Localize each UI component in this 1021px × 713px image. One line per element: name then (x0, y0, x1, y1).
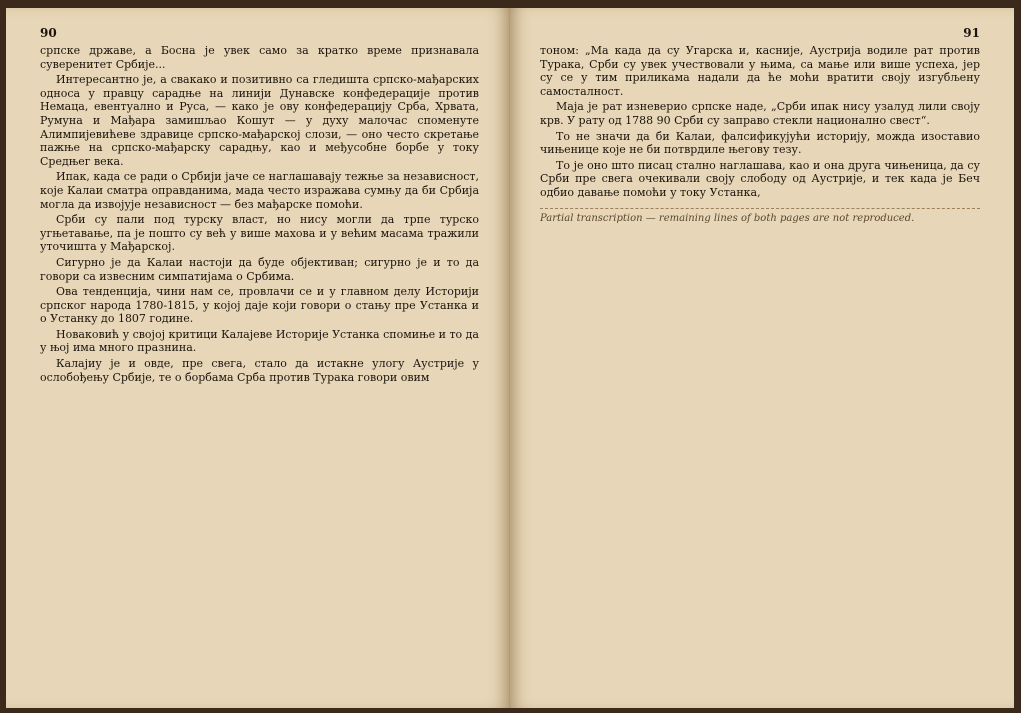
page-number-right: 91 (963, 26, 980, 40)
paragraph: Сигурно је да Калаи настоји да буде објективан; сигурно је и то да говори са извесним симпатијама о Србима. (40, 255, 479, 283)
right-page (510, 8, 1014, 708)
left-page (6, 8, 510, 708)
transcription-note: Partial transcription — remaining lines of both pages are not reproduced. (540, 208, 980, 224)
paragraph: Интересантно је, а свакако и позитивно са гледишта српско-мађарских односа у правцу сарадње на линији Дунавске конфедерације против Немаца, евентуално и Руса, — како је ову конфедерацију Срба, Хрвата, Румуна и Мађара замишљао Кошут — у духу малочас споменуте Алимпијевићеве здравице српско-мађарској слози, — оно често скретање пажње на српско-мађарску сарадњу, као и међусобне борбе у току Средњег века. (40, 73, 479, 168)
paragraph: Ипак, када се ради о Србији јаче се наглашавају тежње за независност, које Калаи сматра оправданима, мада често изражава сумњу да би Србија могла да извојује независност — без мађарске помоћи. (40, 170, 479, 211)
paragraph: тоном: „Ма када да су Угарска и, касније, Аустрија водиле рат против Турака, Срби су увек учествовали у њима, са мање или више успеха, јер су се у тим приликама надали да ће моћи вратити своју изгубљену самосталност. (540, 44, 980, 98)
paragraph: српске државе, а Босна је увек само за кратко време признавала суверенитет Србије... (40, 44, 479, 71)
paragraph: Срби су пали под турску власт, но нису могли да трпе турско угњетавање, па је пошто су већ у више махова и у већим масама тражили уточишта у Мађарској. (40, 213, 479, 254)
paragraph: То не значи да би Калаи, фалсификујући историју, можда изоставио чињенице које не би потврдиле његову тезу. (540, 129, 980, 157)
paragraph: Калајиу је и овде, пре свега, стало да истакне улогу Аустрије у ослобођењу Србије, те о борбама Срба против Турака говори овим (40, 357, 479, 384)
paragraph: Новаковић у својој критици Калајеве Историје Устанка спомиње и то да у њој има много празнина. (40, 327, 479, 355)
paragraph: Ова тенденција, чини нам се, провлачи се и у главном делу Историји српског народа 1780-1815, у којој даје који говори о стању пре Устанка и о Устанку до 1807 године. (40, 285, 479, 326)
paragraph: То је оно што писац стално наглашава, као и она друга чињеница, да су Срби пре свега очекивали своју слободу од Аустрије, и тек када је Беч одбио давање помоћи у току Устанка, (540, 158, 980, 199)
page-number-left: 90 (40, 26, 57, 40)
book-spread (6, 8, 1014, 708)
paragraph: Маја је рат изневерио српске наде, „Срби ипак нису узалуд лили своју крв. У рату од 1788 90 Срби су заправо стекли национално свест“. (540, 100, 980, 127)
